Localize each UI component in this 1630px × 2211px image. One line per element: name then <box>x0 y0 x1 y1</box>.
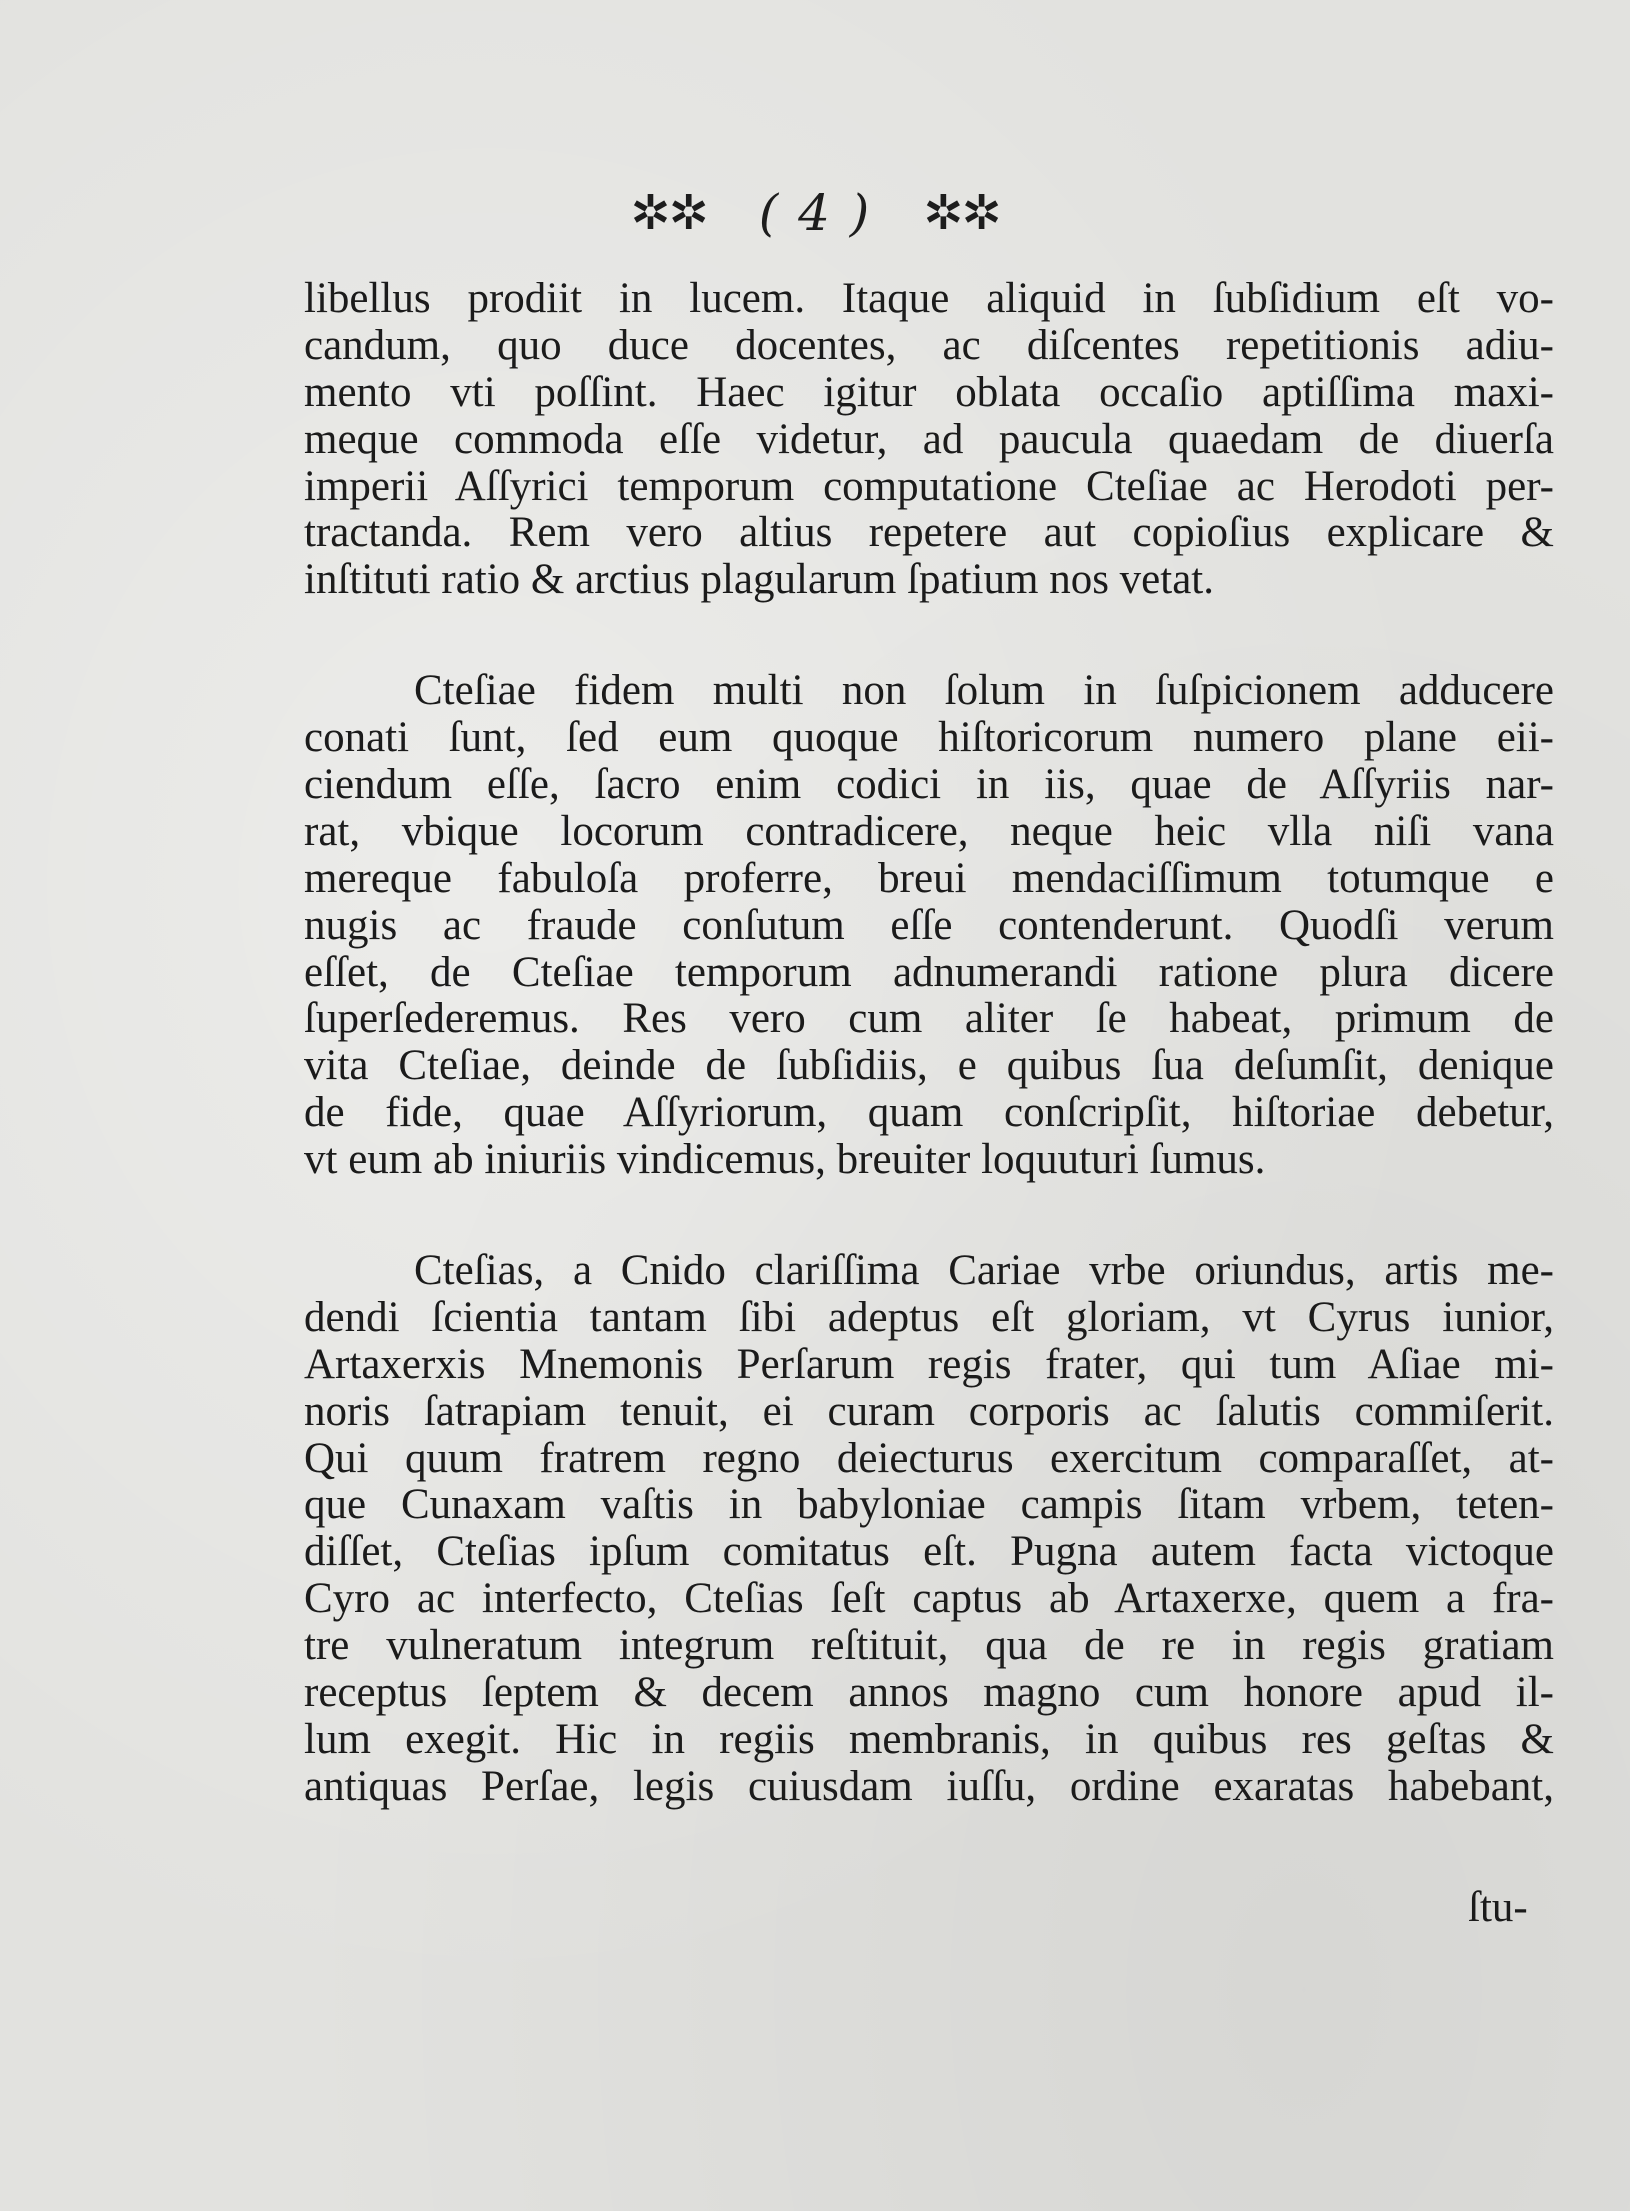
text-line: imperii Aſſyrici temporum computatione Cteſiae ac Herodoti per- <box>304 462 1554 510</box>
text-line: meque commoda eſſe videtur, ad paucula quaedam de diuerſa <box>304 415 1554 463</box>
text-line: conati ſunt, ſed eum quoque hiſtoricorum numero plane eii- <box>304 714 1554 762</box>
text-line: eſſet, de Cteſiae temporum adnumerandi ratione plura dicere <box>304 948 1554 996</box>
text-line: tre vulneratum integrum reſtituit, qua de re in regis gratiam <box>304 1622 1554 1670</box>
text-line: ciendum eſſe, ſacro enim codici in iis, quae de Aſſyriis nar- <box>304 761 1554 809</box>
text-line: receptus ſeptem & decem annos magno cum honore apud il- <box>304 1669 1554 1717</box>
text-line: mereque fabuloſa proferre, breui mendaciſſimum totumque e <box>304 854 1554 902</box>
text-line: candum, quo duce docentes, ac diſcentes repetitionis adiu- <box>304 321 1554 369</box>
ornament-left-icon: ✲✲ <box>630 185 707 241</box>
text-line: lum exegit. Hic in regiis membranis, in quibus res geſtas & <box>304 1715 1554 1763</box>
text-line: tractanda. Rem vero altius repetere aut copioſius explicare & <box>304 509 1554 557</box>
body-text <box>304 276 1554 1811</box>
text-line: ſuperſederemus. Res vero cum aliter ſe habeat, primum de <box>304 995 1554 1043</box>
page-number: ( 4 ) <box>758 184 872 242</box>
text-line: Cteſias, a Cnido clariſſima Cariae vrbe oriundus, artis me- <box>414 1247 1554 1295</box>
paragraph-gap <box>304 604 1554 668</box>
page-header <box>0 180 1630 242</box>
paragraph-3 <box>304 1248 1554 1811</box>
ornament-right-icon: ✲✲ <box>923 185 1000 241</box>
text-line: Cyro ac interfecto, Cteſias ſeſt captus ab Artaxerxe, quem a fra- <box>304 1575 1554 1623</box>
text-line: mento vti poſſint. Haec igitur oblata occaſio aptiſſima maxi- <box>304 368 1554 416</box>
text-line: vita Cteſiae, deinde de ſubſidiis, e quibus ſua deſumſit, denique <box>304 1042 1554 1090</box>
text-line: antiquas Perſae, legis cuiusdam iuſſu, ordine exaratas habebant, <box>304 1762 1554 1810</box>
catchword: ſtu- <box>1468 1884 1528 1931</box>
text-line: inſtituti ratio & arctius plagularum ſpatium nos vetat. <box>304 556 1214 604</box>
paragraph-2 <box>304 668 1554 1184</box>
paragraph-gap <box>304 1184 1554 1248</box>
text-line: libellus prodiit in lucem. Itaque aliquid in ſubſidium eſt vo- <box>304 275 1554 322</box>
paragraph-1 <box>304 276 1554 604</box>
text-line: noris ſatrapiam tenuit, ei curam corporis ac ſalutis commiſerit. <box>304 1387 1554 1435</box>
text-line: rat, vbique locorum contradicere, neque heic vlla niſi vana <box>304 807 1554 855</box>
text-line: que Cunaxam vaſtis in babyloniae campis ſitam vrbem, teten- <box>304 1481 1554 1529</box>
text-line: Cteſiae fidem multi non ſolum in ſuſpicionem adducere <box>414 667 1554 715</box>
text-line: nugis ac fraude conſutum eſſe contenderunt. Quodſi verum <box>304 901 1554 949</box>
text-line: de fide, quae Aſſyriorum, quam conſcripſit, hiſtoriae debetur, <box>304 1089 1554 1137</box>
text-line: dendi ſcientia tantam ſibi adeptus eſt gloriam, vt Cyrus iunior, <box>304 1293 1554 1341</box>
text-line: vt eum ab iniuriis vindicemus, breuiter loquuturi ſumus. <box>304 1136 1266 1184</box>
text-line: Qui quum fratrem regno deiecturus exercitum comparaſſet, at- <box>304 1434 1554 1482</box>
text-line: diſſet, Cteſias ipſum comitatus eſt. Pugna autem facta victoque <box>304 1528 1554 1576</box>
text-line: Artaxerxis Mnemonis Perſarum regis frater, qui tum Aſiae mi- <box>304 1340 1554 1388</box>
